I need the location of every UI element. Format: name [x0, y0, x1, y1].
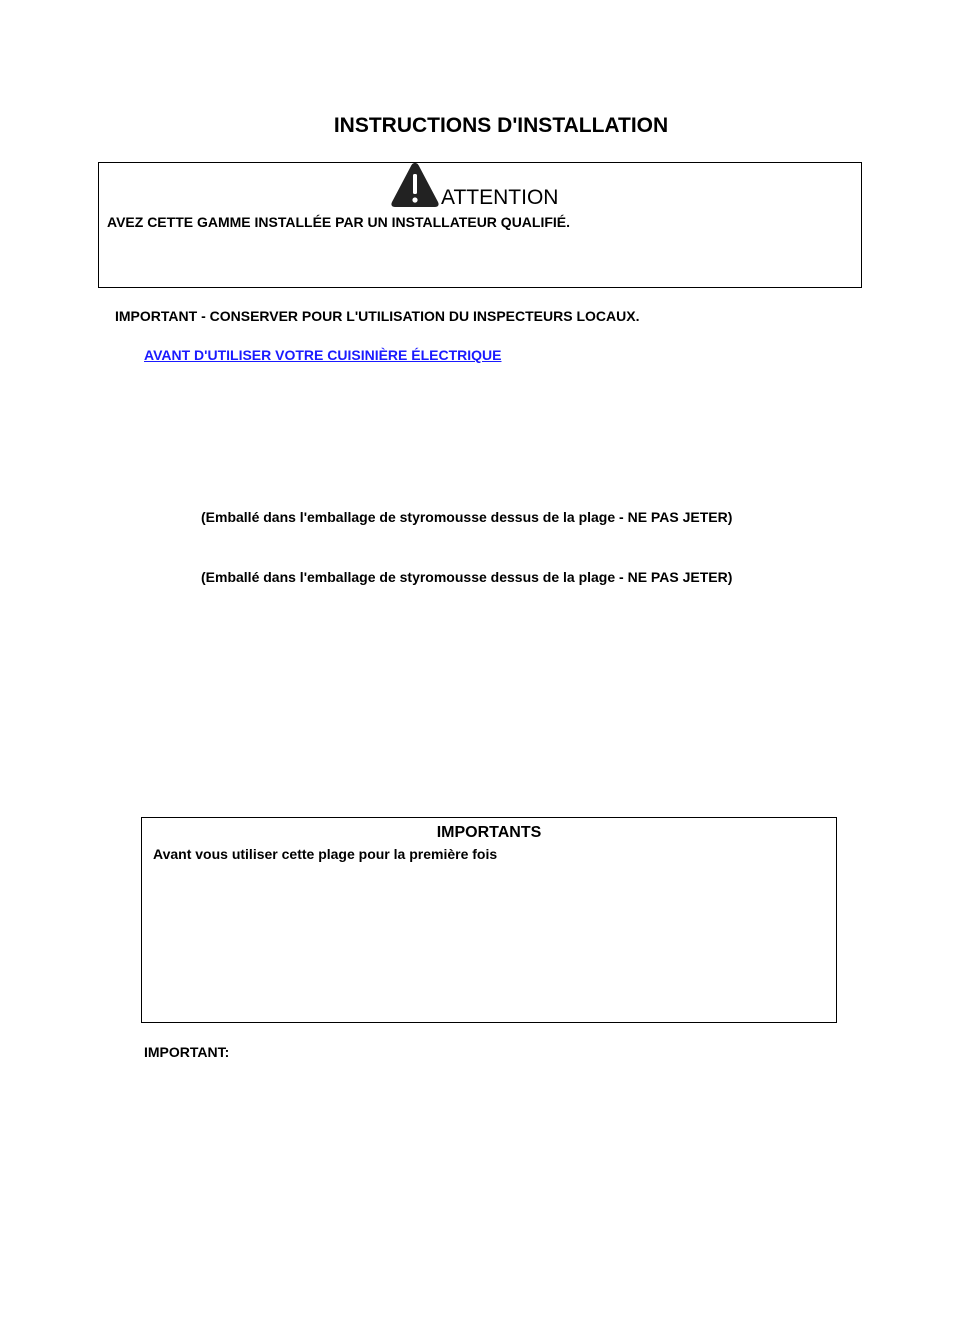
importants-text: Avant vous utiliser cette plage pour la première fois	[153, 846, 498, 862]
before-use-link[interactable]: AVANT D'UTILISER VOTRE CUISINIÈRE ÉLECTRIQUE	[144, 347, 502, 363]
important-notice: IMPORTANT - CONSERVER POUR L'UTILISATION DU INSPECTEURS LOCAUX.	[115, 308, 640, 324]
warning-text: AVEZ CETTE GAMME INSTALLÉE PAR UN INSTALLATEUR QUALIFIÉ.	[107, 214, 571, 230]
page-title: INSTRUCTIONS D'INSTALLATION	[333, 114, 669, 137]
packaging-note: (Emballé dans l'emballage de styromousse dessus de la plage - NE PAS JETER)	[201, 569, 733, 585]
important-label: IMPORTANT:	[144, 1044, 230, 1060]
warning-heading: ATTENTION	[441, 186, 559, 209]
packaging-note: (Emballé dans l'emballage de styromousse dessus de la plage - NE PAS JETER)	[201, 509, 733, 525]
importants-heading: IMPORTANTS	[436, 824, 542, 841]
warning-triangle-icon	[390, 162, 440, 208]
